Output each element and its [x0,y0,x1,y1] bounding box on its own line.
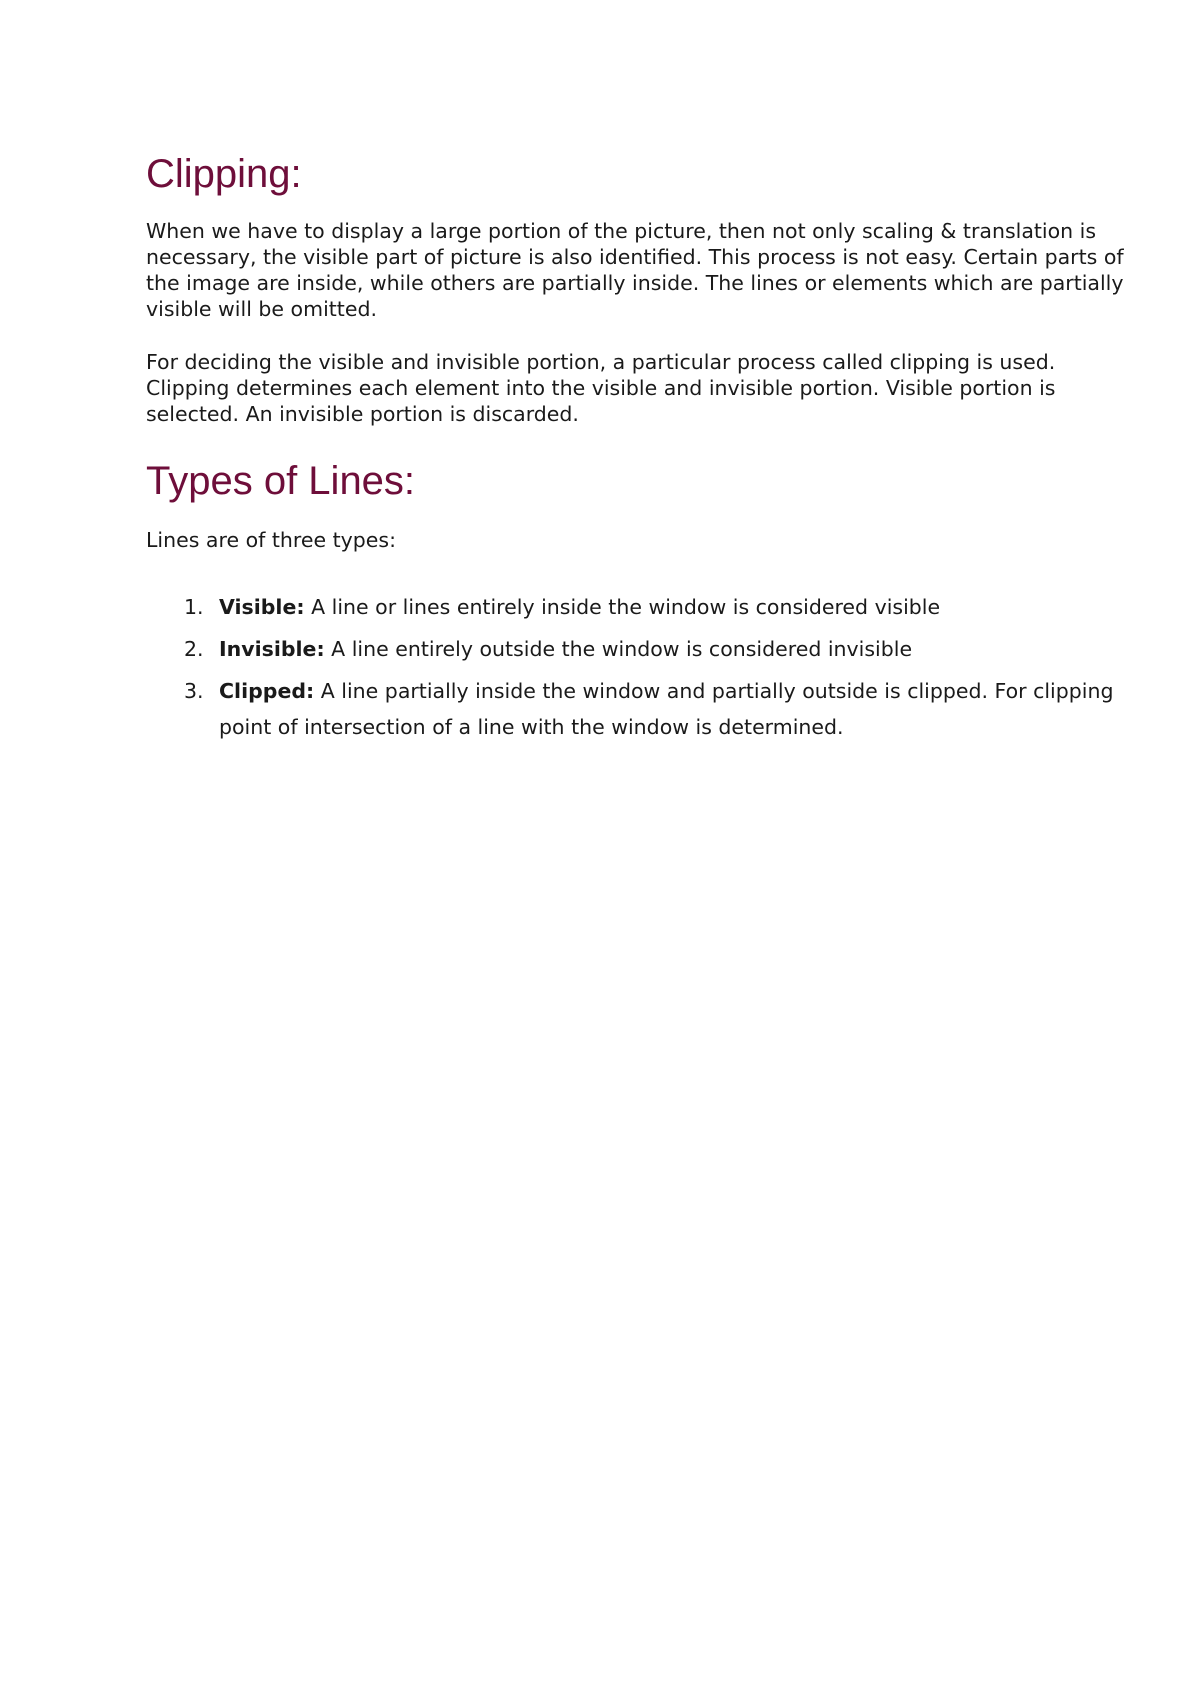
term-invisible: Invisible: [219,637,325,661]
clipping-heading: Clipping: [146,152,302,196]
line-types-list [146,589,1126,745]
list-item-clipped [146,673,1126,745]
clipping-paragraph-1: When we have to display a large portion of the picture, then not only scaling & translation is necessary, the visible part of picture is also identified. This process is not easy. Certain parts of the image are inside, while others are partially inside. The lines or elements which are partially visible will be omitted. [146,219,1124,321]
definition-clipped: A line partially inside the window and partially outside is clipped. For clipping point of intersection of a line with the window is determined. [219,679,1114,739]
types-intro-text: Lines are of three types: [146,528,396,552]
document-content [146,150,1126,751]
list-item-invisible [146,631,1126,667]
definition-invisible: A line entirely outside the window is considered invisible [324,637,913,661]
term-visible: Visible: [219,595,305,619]
list-number: 2. [184,637,204,661]
types-of-lines-heading: Types of Lines: [146,459,416,503]
list-item-visible [146,589,1126,625]
term-clipped: Clipped: [219,679,315,703]
list-number: 3. [184,679,204,703]
list-number: 1. [184,595,204,619]
clipping-paragraph-2: For deciding the visible and invisible portion, a particular process called clipping is used. Clipping determines each element into the visible and invisible portion. Visible portion is selected. An invisible portion is discarded. [146,350,1056,426]
definition-visible: A line or lines entirely inside the window is considered visible [304,595,941,619]
